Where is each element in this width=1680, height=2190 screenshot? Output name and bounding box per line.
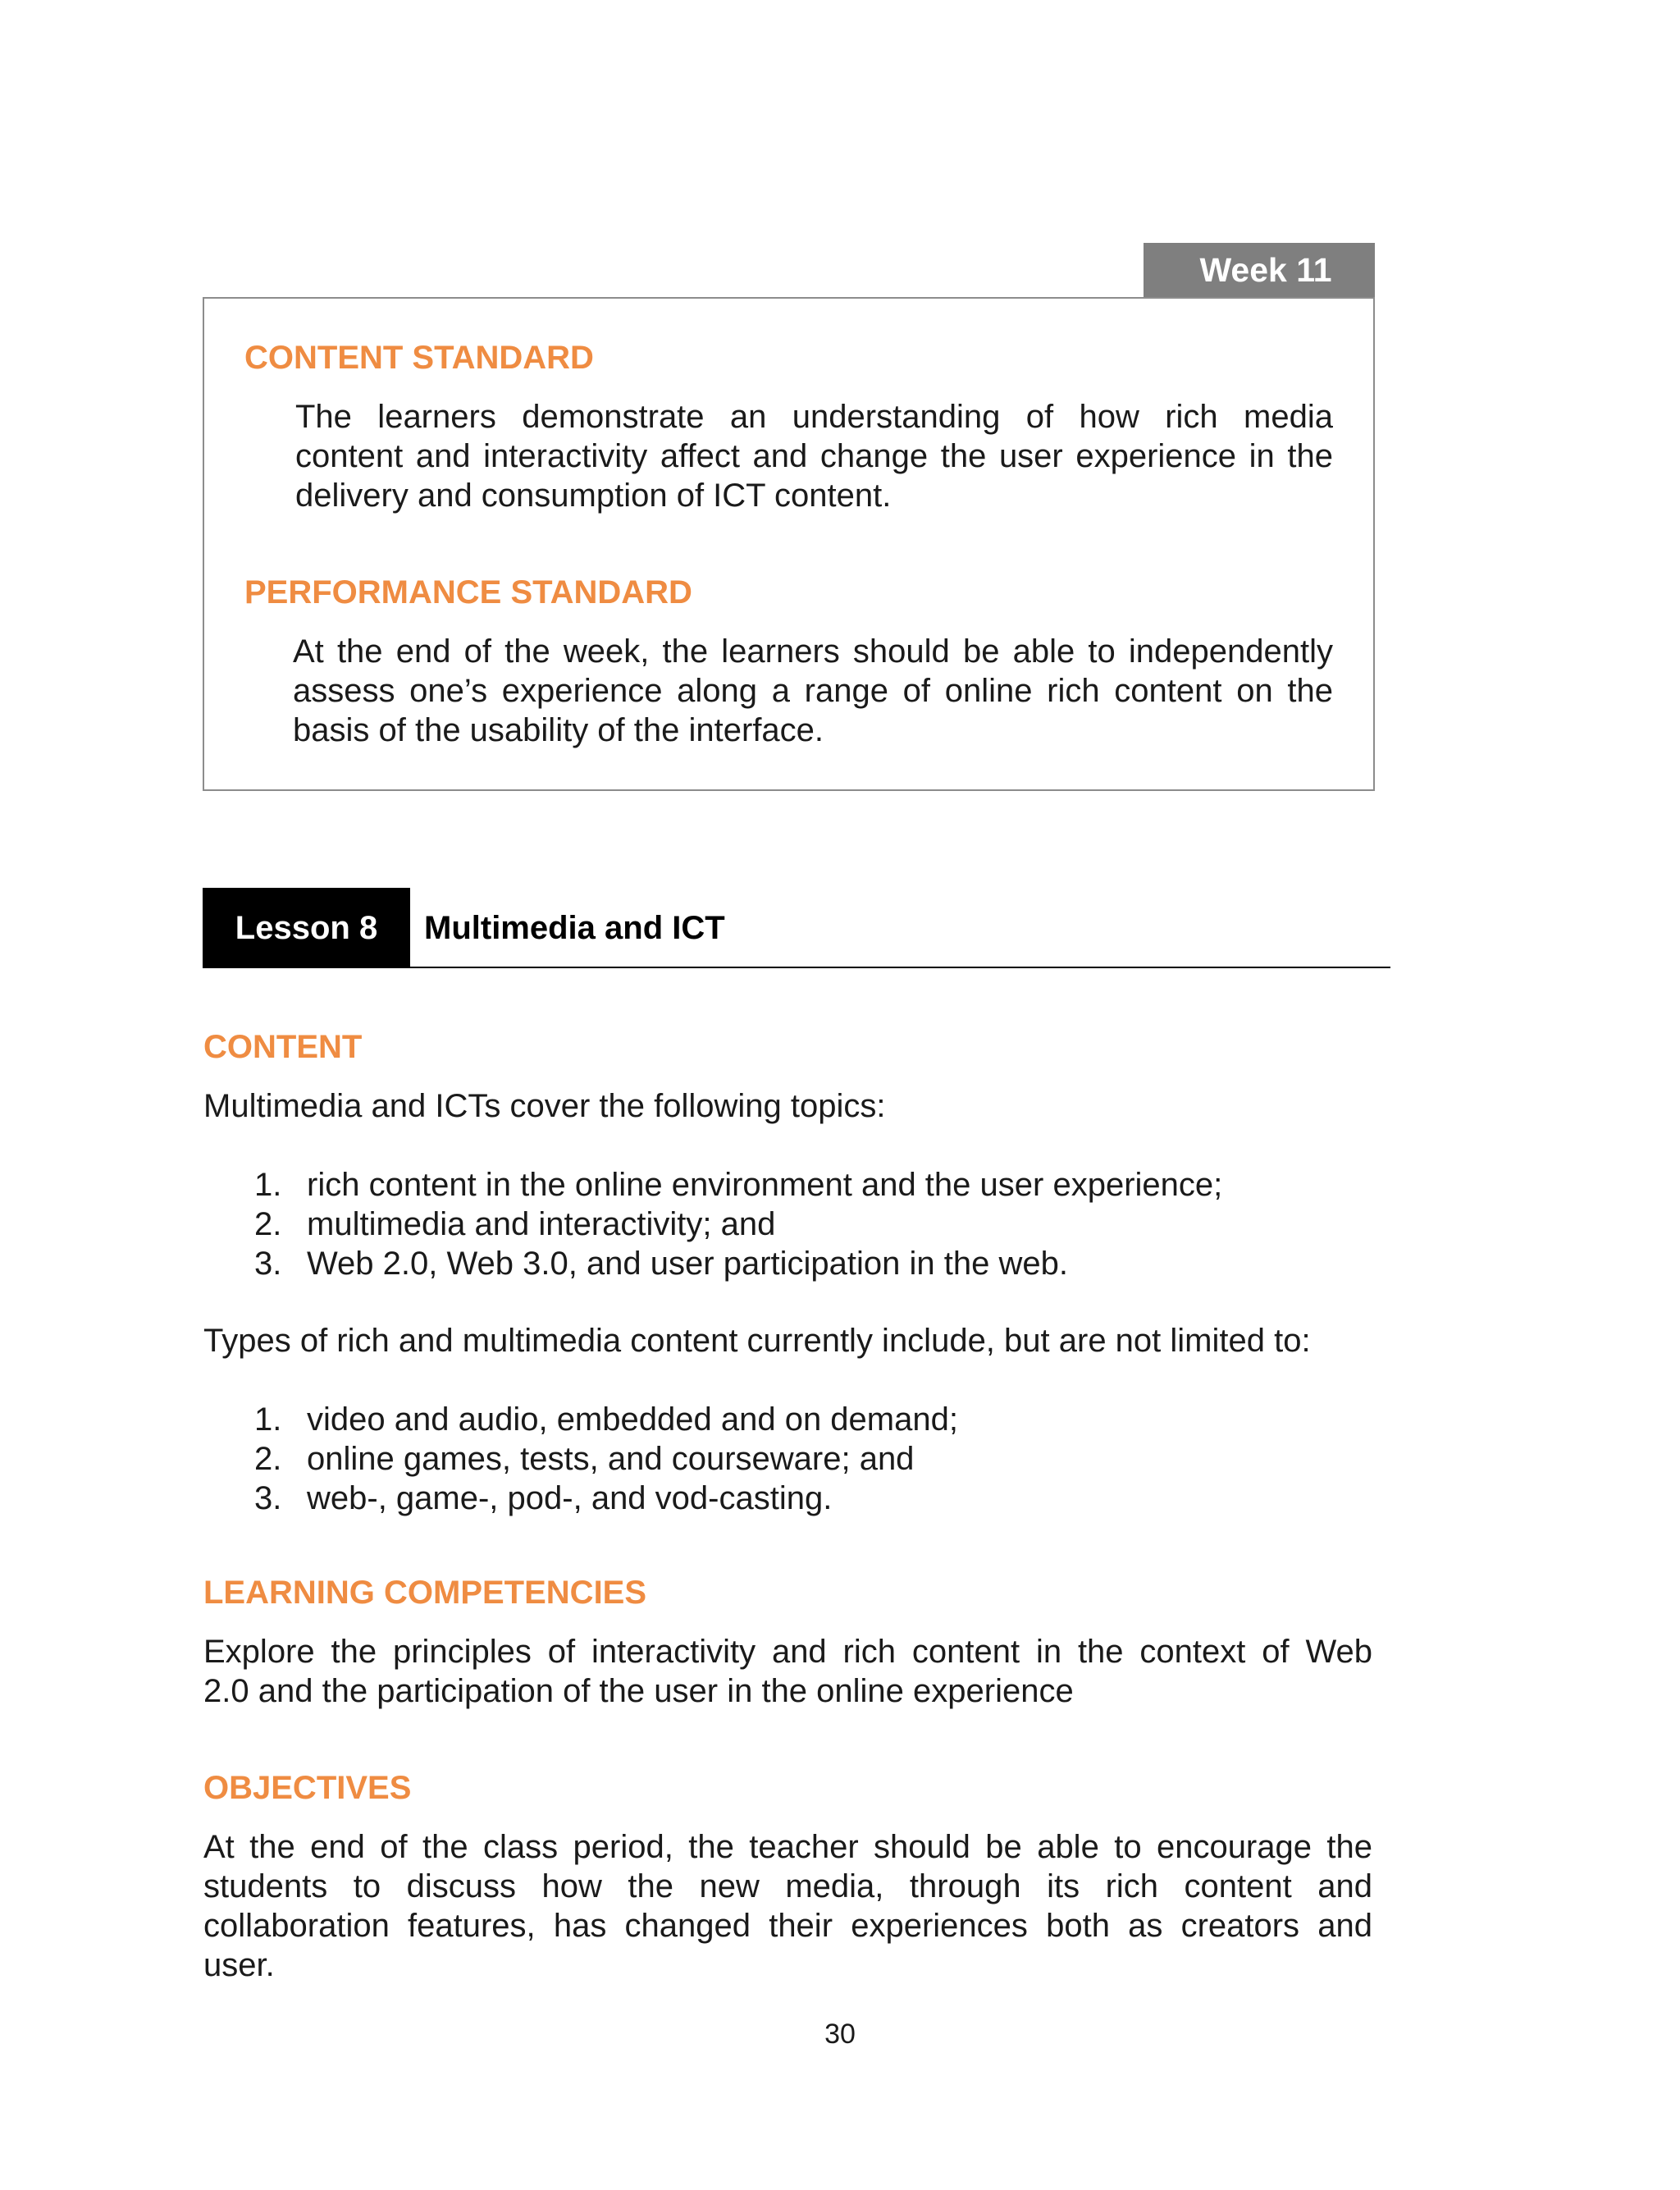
content-standard-line: content and interactivity affect and change the user experience in the [295, 438, 1333, 474]
objectives-line: user. [203, 1947, 275, 1983]
content-standard-line: delivery and consumption of ICT content. [295, 478, 892, 514]
objectives-line: At the end of the class period, the teacher should be able to encourage the [203, 1829, 1372, 1865]
types-list [254, 1400, 958, 1518]
list-item: 1. video and audio, embedded and on demand; [254, 1401, 958, 1438]
page-number: 30 [824, 2019, 856, 2050]
list-item: 3. Web 2.0, Web 3.0, and user participation in the web. [254, 1246, 1068, 1282]
content-intro: Multimedia and ICTs cover the following topics: [203, 1088, 886, 1124]
lesson-label: Lesson 8 [203, 888, 410, 968]
list-item: 2. online games, tests, and courseware; and [254, 1441, 915, 1477]
learning-competencies-heading: LEARNING COMPETENCIES [203, 1575, 647, 1611]
objectives-text [203, 1827, 1372, 1985]
types-intro: Types of rich and multimedia content currently include, but are not limited to: [203, 1323, 1311, 1359]
competencies-line: Explore the principles of interactivity and rich content in the context of Web [203, 1634, 1372, 1670]
performance-standard-line: At the end of the week, the learners should be able to independently [293, 633, 1333, 670]
competencies-line: 2.0 and the participation of the user in the online experience [203, 1673, 1074, 1709]
objectives-heading: OBJECTIVES [203, 1770, 412, 1806]
list-item: 2. multimedia and interactivity; and [254, 1206, 776, 1242]
objectives-line: students to discuss how the new media, through its rich content and [203, 1868, 1372, 1904]
objectives-line: collaboration features, has changed their experiences both as creators and [203, 1908, 1372, 1944]
performance-standard-line: assess one’s experience along a range of online rich content on the [293, 673, 1333, 709]
list-item: 1. rich content in the online environment and the user experience; [254, 1167, 1223, 1203]
content-standard-line: The learners demonstrate an understanding of how rich media [295, 399, 1333, 435]
content-standard-text [295, 397, 1333, 515]
lesson-divider [203, 967, 1390, 968]
topics-list [254, 1165, 1222, 1283]
performance-standard-heading: PERFORMANCE STANDARD [244, 574, 692, 610]
list-item: 3. web-, game-, pod-, and vod-casting. [254, 1480, 833, 1516]
performance-standard-line: basis of the usability of the interface. [293, 712, 824, 748]
performance-standard-text [293, 632, 1333, 750]
content-heading: CONTENT [203, 1029, 363, 1065]
lesson-title: Multimedia and ICT [424, 910, 725, 946]
learning-competencies-text [203, 1632, 1372, 1711]
week-tab: Week 11 [1144, 243, 1375, 297]
content-standard-heading: CONTENT STANDARD [244, 340, 594, 376]
